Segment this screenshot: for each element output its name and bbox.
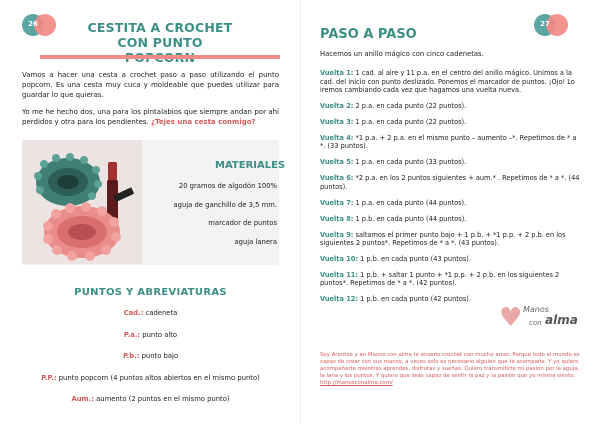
round-label: Vuelta 11: xyxy=(320,270,359,279)
abbreviation-key: P.b.: xyxy=(122,352,140,361)
abbreviation-desc: punto popcorn (4 puntos altos abiertos en el mismo punto) xyxy=(56,373,260,382)
round-text: 1 p.b. + saltar 1 punto + *1 p.p. + 2 p.b. en los siguientes 2 puntos*. Repetimos de * a *. (42 puntos). xyxy=(320,270,560,288)
page-number-badge-left xyxy=(22,14,56,38)
round-item xyxy=(320,255,582,264)
round-label: Vuelta 8: xyxy=(320,214,354,223)
abbreviations-list xyxy=(22,309,279,417)
round-item xyxy=(320,215,582,224)
round-item xyxy=(320,271,582,288)
abbreviation-item xyxy=(22,331,279,340)
round-text: 1 p.a. en cada punto (22 puntos). xyxy=(353,117,467,126)
round-item xyxy=(320,158,582,167)
round-item xyxy=(320,134,582,151)
round-label: Vuelta 4: xyxy=(320,133,354,142)
abbreviation-desc: cadeneta xyxy=(143,309,178,317)
materials-title: MATERIALES xyxy=(215,160,286,171)
abbreviation-item xyxy=(22,309,279,318)
round-label: Vuelta 6: xyxy=(320,174,354,183)
intro-highlight: ¿Tejes una cesta conmigo? xyxy=(150,118,256,126)
round-item xyxy=(320,231,582,248)
instructions-intro: Hacemos un anillo mágico con cinco cadenetas. xyxy=(320,50,484,58)
intro-paragraph-2 xyxy=(22,107,279,127)
footer-link[interactable]: http://manosconalma.com/ xyxy=(320,380,393,387)
round-label: Vuelta 1: xyxy=(320,69,354,77)
page-number-badge-right xyxy=(534,14,568,38)
page-number-left: 26 xyxy=(28,20,38,28)
round-item xyxy=(320,118,582,127)
abbreviation-key: Cad.: xyxy=(123,309,144,317)
round-text: 1 p.b. en cada punto (42 puntos). xyxy=(358,295,471,304)
round-label: Vuelta 5: xyxy=(320,158,354,167)
yarn-heart-icon: ♥ xyxy=(499,303,523,333)
material-item: aguja de ganchillo de 3,5 mm. xyxy=(173,200,277,209)
manos-con-alma-logo xyxy=(499,301,579,341)
round-label: Vuelta 3: xyxy=(320,117,354,126)
abbreviation-item xyxy=(22,374,279,383)
logo-manos: Manos xyxy=(523,305,549,314)
crochet-baskets-photo xyxy=(22,140,142,264)
abbreviations-title: PUNTOS Y ABREVIATURAS xyxy=(74,287,227,298)
round-text: 2 p.a. en cada punto (22 puntos). xyxy=(353,102,467,111)
logo-alma: alma xyxy=(545,313,578,327)
page-number-right: 27 xyxy=(540,20,550,28)
title-line-2: CON PUNTO xyxy=(117,35,203,50)
abbreviation-item xyxy=(22,395,279,404)
round-item xyxy=(320,102,582,111)
round-item xyxy=(320,174,582,191)
round-label: Vuelta 2: xyxy=(320,102,354,111)
round-text: *2 p.a. en los 2 puntos siguientes + aum.* . Repetimos de * a *. (44 puntos). xyxy=(320,174,580,191)
round-text: saltamos el primer punto bajo + 1 p.b. + *1 p.p. + 2 p.b. en los siguientes 2 puntos*. Repetimos de * a *. (43 puntos). xyxy=(320,230,566,248)
round-text: 1 p.a. en cada punto (44 puntos). xyxy=(353,198,467,207)
round-text: 1 p.b. en cada punto (43 puntos). xyxy=(358,254,471,263)
materials-list xyxy=(150,182,277,256)
round-text: *1 p.a. + 2 p.a. en el mismo punto – aumento –*. Repetimos de * a *. (33 puntos). xyxy=(320,133,577,151)
title-divider xyxy=(40,55,280,59)
round-item xyxy=(320,69,582,95)
author-footer xyxy=(320,352,584,387)
rounds-list xyxy=(320,69,582,311)
intro-paragraph-1: Vamos a hacer una cesta a crochet paso a paso utilizando el punto popcorn. Es una cesta muy cuca y moldeable que puedes utilizar para guardar lo que quieras. xyxy=(22,71,279,99)
footer-text: Soy Arantxa y en Manos con alma te enseño crochet con mucho amor. Porque todo el mundo es capaz de crear con sus manos, a veces solo es necesario alguien que te acompañe. Y yo quiero acompañarte mientras aprendes, disfrutas y sueñas. Quiero transmitirte mi pasión por la aguja, la lana y los puntos. Y quiero que seas capaz de sentir la paz y la pasión que yo misma siento. xyxy=(320,352,580,380)
intro-text xyxy=(22,70,279,134)
logo-con: con xyxy=(529,319,542,327)
round-label: Vuelta 7: xyxy=(320,198,354,207)
abbreviation-key: P.a.: xyxy=(123,330,141,339)
abbreviation-desc: aumento (2 puntos en el mismo punto) xyxy=(93,395,230,404)
title-line-1: CESTITA A CROCHET xyxy=(87,20,233,35)
abbreviation-desc: punto alto xyxy=(140,330,178,339)
abbreviation-desc: punto bajo xyxy=(139,352,179,361)
abbreviation-key: Aum.: xyxy=(71,395,94,404)
round-label: Vuelta 10: xyxy=(320,254,359,263)
material-item: marcador de puntos xyxy=(208,219,277,228)
page-title-right: PASO A PASO xyxy=(320,27,417,42)
material-item: aguja lanera xyxy=(234,237,277,246)
round-label: Vuelta 12: xyxy=(320,295,359,304)
round-text: 1 cad. al aire y 11 p.a. en el centro del anillo mágico. Unimos a la cad. del inicio con punto deslizado. Ponemos el marcador de puntos. ¡Ojo! Lo iremos cambiando cada vez que hagamos una vuelta nueva. xyxy=(320,69,575,95)
abbreviation-item xyxy=(22,352,279,361)
material-item: 20 gramos de algodón 100% xyxy=(178,182,277,190)
photo-illustration xyxy=(22,140,142,264)
round-item xyxy=(320,199,582,208)
round-label: Vuelta 9: xyxy=(320,230,354,239)
intro-paragraph-2-text: Yo me he hecho dos, una para los pintalabios que siempre andan por ahí perdidos y otra para los pendientes. xyxy=(22,108,279,126)
abbreviation-key: P.P.: xyxy=(41,373,57,382)
round-text: 1 p.b. en cada punto (44 puntos). xyxy=(353,214,467,223)
round-text: 1 p.a. en cada punto (33 puntos). xyxy=(353,158,467,167)
